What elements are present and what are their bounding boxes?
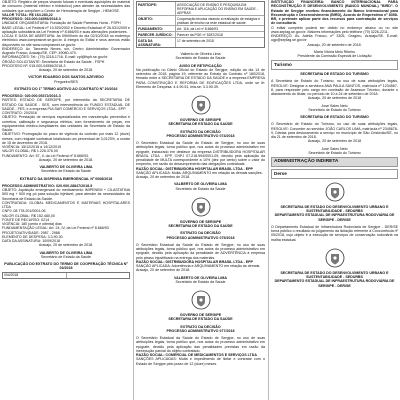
portaria-turismo-1 — [271, 72, 398, 112]
notice-bird — [271, 0, 398, 58]
section-subtitle: DEPARTAMENTO ESTADUAL DE INFRAESTRUTURA RODOVIÁRIA DE SERGIPE - DER/SE — [274, 213, 395, 222]
notice-cooperacao — [2, 262, 130, 279]
table-cell: 17 de setembro de 2018 — [177, 38, 214, 43]
section-header-derse: Derse — [271, 169, 398, 179]
column-right — [271, 0, 398, 400]
paragraph: OBJETO: Prestação de serviços especializados em manutenção preventiva e corretiva, calibração e segurança elétrica, com fornecimento de peças, em equipamentos médico-hospitalares das unidades da Secretaria de Estado da Saúde. — [2, 115, 130, 132]
paragraph: VIGÊNCIA: 180 (cento e oitenta) dias — [2, 222, 62, 226]
derse-block-2 — [271, 247, 398, 288]
paragraph: ELEMENTO DE DESPESA: 3.3.90.30 — [2, 234, 63, 239]
gov-heading: GOVERNO DE SERGIPE — [179, 219, 222, 224]
column-divider — [133, 0, 134, 400]
date-line: Aracaju, 20 de setembro de 2018. — [38, 157, 94, 162]
paragraph: A Secretária de Estado do Turismo, no uso de suas atribuições legais, RESOLVE: Designar a servidora ANA PAULA SANTOS, matrícula nº 1234567-8, para responder pelo cargo em comissão de Assessor Técnico, durante o afastamento do titular, no período de 10 a 24 de setembro de 2018. — [271, 79, 398, 97]
signature-name: VALBERTO DE OLIVEIRA LIMA — [39, 165, 93, 169]
notice-pregao — [2, 0, 130, 84]
table-row — [137, 38, 264, 47]
sergipe-coat-of-arms-icon — [190, 94, 212, 116]
paragraph: VIGÊNCIA: 15/12/2018 a 14/12/2019 — [2, 145, 62, 149]
section-title: EXTRATO DA DISPENSA EMERGENCIAL Nº 0068/2018 — [19, 176, 113, 181]
paragraph: O Secretário Estadual da Saúde do Estado de Sergipe, no uso de suas atribuições legais, torna público que, nos autos do processo administrativo em epígrafe, decidiu pela aplicação da penalidade de ADVERTÊNCIA à empresa pelo atraso injustificado na entrega dos materiais. — [136, 242, 265, 260]
signature-name: VALBERTO DE OLIVEIRA LIMA — [39, 250, 93, 255]
section-title: SECRETARIA DE ESTADO DO DESENVOLVIMENTO URBANO E SUSTENTABILIDADE - SEDURBS — [280, 270, 389, 280]
table-cell: Art. 116, da Lei nº 8.666/93 — [177, 26, 218, 31]
paragraph: RAZÃO SOCIAL: COMERCIAL DE MEDICAMENTOS E SERVIÇOS LTDA — [136, 353, 257, 357]
paragraph: O edital completo poderá ser obtido no endereço abaixo ou no site www.seplag.se.gov.br. Maiores informações pelo telefone (79) 3226-2211. — [271, 25, 398, 34]
date-line: Aracaju, 20 de setembro de 2018 — [307, 139, 362, 144]
date-line: Aracaju, 20 de setembro de 2018. — [38, 243, 94, 248]
paragraph: VALOR GLOBAL: R$ 152.480,00 — [2, 213, 55, 218]
paragraph: O Secretário Estadual da Saúde do Estado de Sergipe, no uso de suas atribuições legais, torna público que, nos autos do processo administrativo em epígrafe, decidiu pela aplicação das penalidades previstas em razão da inexecução parcial do objeto contratado. — [136, 336, 265, 353]
paragraph: SANÇÃO APLICADA: Multa. ARQUIVAMENTO em relação às demais sanções. — [136, 170, 263, 175]
decision-block-3 — [136, 289, 265, 366]
signature-name: José Sales Neto — [321, 146, 348, 151]
paragraph: O Secretário de Estado do Turismo, no uso de suas atribuições legais, RESOLVE: Conceder ao servidor JOÃO CARLOS LIMA, matrícula nº 2345678-9, Diárias para deslocamento a serviço no município de São Cristóvão/SE, no dia 21 de setembro de 2018. — [271, 122, 398, 140]
section-title: SECRETARIA DE ESTADO DO TURISMO — [300, 115, 369, 120]
section-title: PUBLICAÇÃO DO EXTRATO DO TERMO DE COOPERAÇÃO TÉCNICA Nº 03/2018 — [4, 262, 128, 271]
paragraph: BASE LEGAL: Lei Federal nº 10.520/2002 e Decreto Estadual nº 26.531/2009 e aplicação subsidiária da Lei Federal nº 8.666/93 e suas alterações posteriores. — [2, 25, 130, 34]
table-cell: Cooperação técnica visando a realização de estágios e práticas de ensino na rede estadual de saúde — [177, 16, 261, 25]
sergipe-coat-of-arms-icon — [324, 247, 346, 269]
column-left — [2, 0, 130, 400]
paragraph: RAZÃO SOCIAL: DISTRIBUIDORA HOSPITALAR BRASIL LTDA - EPP — [136, 166, 253, 171]
paragraph: DATA DA ASSINATURA: 10/09/2018 — [2, 239, 61, 243]
paragraph: FUNDAMENTAÇÃO LEGAL: Art. 24, IV, da Lei Federal nº 8.666/93 — [2, 226, 109, 231]
process-number: PROCESSO ADMINISTRATIVO 077/2018 — [166, 328, 235, 333]
section-title: AVISO DE RETIFICAÇÃO — [179, 63, 222, 68]
paragraph: UNIDADE ORÇAMENTÁRIA: Fundação de Saúde Parreiras Horta - FSPH — [2, 21, 121, 26]
paragraph: PROCESSO: 020.000.05372/2016-3 — [2, 94, 61, 98]
sergipe-coat-of-arms-icon — [190, 196, 212, 218]
gov-subheading: SECRETARIA DE ESTADO DA SAÚDE — [168, 224, 233, 228]
signature-role: Secretário de Estado do Turismo — [308, 107, 361, 112]
process-number: PROCESSO ADMINISTRATIVO 074/2018 — [166, 133, 235, 138]
decision-block-2 — [136, 196, 265, 284]
table-cell — [67, 273, 130, 278]
paragraph: PARTES: ESTADO DE SERGIPE, por intermédio da SECRETARIA DE ESTADO DA SAÚDE - SES, com interveniência do FUNDO ESTADUAL DE SAÚDE - FES, e a empresa PULSAR COMÉRCIO E SERVIÇOS LTDA - EPP. — [2, 98, 130, 111]
paragraph: PROJETO/ATIVIDADE: 2987 - 2988 — [2, 230, 60, 235]
section-header-turismo: Turismo — [271, 60, 398, 70]
gov-subheading: SECRETARIA DE ESTADO DA SAÚDE — [168, 122, 233, 127]
section-title: SECRETARIA DE ESTADO DO DESENVOLVIMENTO URBANO E SUSTENTABILIDADE - SEDURBS — [280, 204, 389, 214]
signature-name: VALBERTO DE OLIVEIRA LIMA — [173, 275, 228, 280]
paragraph: ENDEREÇO: Av. Adélia Franco, nº 3305, Grageru, Aracaju/SE. E-mail: ugp@seplag.se.gov.br — [271, 34, 398, 43]
paragraph: ÓRGÃO SOLICITANTE: Secretaria de Estado da Saúde - FSPH — [2, 59, 105, 64]
table-cell: 004/2018 — [3, 273, 67, 278]
signature-role: Pregoeiro/SES — [54, 79, 78, 84]
paragraph: INSTITUIÇÃO FINANCEIRA: BANCO INTERNACIONAL PARA RECONSTRUÇÃO E DESENVOLVIMENTO (BANCO MUNDIAL) "BIRD". O Estado de Sergipe recebeu financiamento do Banco Internacional para Reconstrução e Desenvolvimento (BIRD), Acordo de Empréstimo nº 8398-BR, e pretende aplicar parte dos recursos para contratação de serviços de consultoria. — [271, 0, 398, 26]
signature-role: Secretário de Estado da Saúde — [175, 186, 226, 191]
column-divider — [268, 0, 269, 400]
cooperation-details-table — [136, 1, 265, 48]
date-line: Aracaju, 20 de setembro de 2018. — [136, 268, 191, 273]
signature-role: Presidente da Comissão Especial de Licitação — [297, 54, 372, 58]
paragraph: CONTRATADA: GLOBAL MEDICAMENTOS E MATERIAIS HOSPITALARES LTDA — [2, 200, 130, 209]
cooperation-table — [2, 272, 130, 279]
paragraph: VALOR TOTAL: R$ 164.283,22 — [2, 12, 53, 17]
paragraph: SANÇÃO APLICADA: Advertência e ARQUIVAMENTO em relação às demais. — [136, 264, 261, 268]
process-number: PROCESSO ADMINISTRATIVO 075/2018 — [166, 235, 235, 240]
table-cell: OBJETO: — [137, 16, 176, 25]
paragraph: LOCAL E DATA DE ABERTURA: Às 09h00min do dia 02/10/2018 no endereço eletrônico www.comprasnet.se.gov.br. A íntegra do Edital e seus anexos estão disponíveis no site www.comprasnet.se.gov.br. — [2, 34, 130, 47]
paragraph: INFORMAÇÕES: Tel.: (79) 3218-1716. E-mail: cpl@fsph.se.gov.br — [2, 55, 108, 60]
paragraph: CONTRATO: 20/2016 — [2, 111, 37, 115]
section-subtitle: DEPARTAMENTO ESTADUAL DE INFRAESTRUTURA RODOVIÁRIA DE SERGIPE - DER/SE — [274, 279, 395, 288]
section-title: EXTRATO DA DECISÃO — [180, 324, 221, 329]
signature-role: Secretário de Estado da Saúde — [41, 169, 91, 174]
section-title: EXTRATO DO 1º TERMO ADITIVO AO CONTRATO Nº 20/2016 — [14, 86, 118, 91]
paragraph: OBJETO: Registro de preços visando futuras e eventuais aquisições de material de consumo (material elétrico e hidráulico) para atender as necessidades das unidades que compõem o Centro de Hemoterapia de Sergipe - HEMOSE. — [2, 0, 130, 13]
paragraph: VALOR GLOBAL: R$ 1.226.376,00 — [2, 149, 58, 154]
date-line: Aracaju, 20 de setembro de 2018. — [307, 42, 362, 47]
table-cell: DATA DA ASSINATURA: — [137, 38, 176, 47]
gov-heading: GOVERNO DE SERGIPE — [179, 118, 222, 122]
gov-subheading: SECRETARIA DE ESTADO DA SAÚDE — [168, 317, 233, 322]
table-cell: PARECER JURÍDICO: — [137, 32, 176, 37]
date-line: Aracaju, 20 de setembro de 2018 — [307, 96, 362, 101]
paragraph: ENDEREÇO: Av. Tancredo Neves, s/n, Centro Administrativo Governador Augusto Franco, Aracaju/SE, CEP: 49080-470. — [2, 46, 130, 55]
signature-name: José Sales Neto — [321, 103, 348, 108]
paragraph: FUNDAMENTO: Art. 57, II, da Lei Federal nº 8.666/93. — [2, 153, 89, 158]
signature-name: Maria Vitória Melo Ribeiro — [313, 49, 356, 54]
paragraph: PROCESSO Nº: 015.000.04556/2018-3 — [2, 63, 66, 68]
signature-name: Valberto de Oliveira Lima — [180, 52, 221, 56]
paragraph: Na publicação no Diário Oficial do Estado de Sergipe, edição do dia 14 de setembro de 2018, página 19, referente ao Extrato do Contrato nº 180/2018, firmado entre a SECRETARIA DE ESTADO DA SAÚDE e a empresa EMPRESA PARA CONSTRUÇÃO E REFORMA DE EDIFICAÇÕES LTDA, onde se lê: Elemento de Despesa: 4.4.90.51, leia-se: 3.3.90.39. — [136, 67, 265, 89]
signature-name: VALBERTO DE OLIVEIRA LIMA — [173, 182, 228, 187]
paragraph: OBJETIVO: Prorrogação do prazo de vigência do contrato por mais 12 (doze) meses, com reajuste contratual totalizando um percentual de 3,0123%, a contar de 15 de dezembro de 2018. — [2, 132, 130, 145]
notice-termo-aditivo — [2, 87, 130, 174]
portaria-turismo-2 — [271, 115, 398, 155]
signature-role: Secretário de Estado do Turismo — [308, 150, 361, 155]
sergipe-coat-of-arms-icon — [324, 181, 346, 203]
notice-dispensa — [2, 177, 130, 260]
section-title: EXTRATO DA DECISÃO — [180, 231, 221, 236]
table-cell: ASSOCIAÇÃO DE ENSINO E PESQUISA EM REFORMA E APLICAÇÃO DO ENSINO EM SAÚDE - AEPRAS — [177, 2, 258, 15]
section-title: EXTRATO DA DECISÃO — [180, 129, 221, 134]
table-row — [137, 16, 264, 26]
paragraph: O Departamento Estadual de Infraestrutura Rodoviária de Sergipe - DER/SE torna público o resultado do julgamento da licitação referente à Concorrência nº 05/2018, cujo objeto é a execução de serviços de conservação rodoviária na malha estadual. — [271, 224, 398, 242]
signature-role: Secretário de Estado da Saúde — [41, 254, 91, 259]
paragraph: RAZÃO SOCIAL: DISTRIBUIDORA HOSPITALAR BRASIL LTDA - EPP — [136, 259, 253, 264]
paragraph: OBJETO: Aquisição emergencial do medicamento IMIPENEM + CILASTATINA 500 mg + 500 mg pó para solução injetável, para atender às necessidades da Secretaria de Estado da Saúde. — [2, 188, 130, 201]
decision-block-1 — [136, 94, 265, 191]
paragraph: O Secretário Estadual da Saúde do Estado de Sergipe, no uso de suas atribuições legais, torna público que, nos autos do processo administrativo em epígrafe, instaurado em desfavor da empresa DISTRIBUIDORA HOSPITALAR BRASIL LTDA - EPP, CNPJ 07.218.994/0001-09, decidiu pela aplicação da penalidade de MULTA correspondente a 10% (dez por cento) sobre o valor do empenho, em razão do descumprimento das obrigações contratuais. — [136, 141, 265, 167]
date-line: Aracaju, 20 de setembro de 2018. — [38, 68, 94, 72]
signature-role: Secretário de Estado da Saúde — [175, 56, 226, 61]
table-row — [137, 2, 264, 16]
paragraph: CNPJ: 08.778.201/0001-06 — [2, 209, 46, 214]
paragraph: FONTE DE RECURSO: 0214 — [2, 217, 50, 222]
paragraph: SANÇÕES APLICADAS: Multa e impedimento de licitar e contratar com o Estado de Sergipe pelo prazo de 12 (doze) meses. — [136, 357, 265, 366]
gov-heading: GOVERNO DE SERGIPE — [179, 313, 222, 317]
date-line: Aracaju, 20 de setembro de 2018. — [136, 175, 191, 179]
sergipe-coat-of-arms-icon — [190, 289, 212, 311]
paragraph: PROCESSO: 015.000.04556/2018-3 — [2, 17, 61, 21]
section-header-administracao-indireta: ADMINISTRAÇÃO INDIRETA — [271, 157, 398, 167]
signature-role: Secretário de Estado da Saúde — [175, 279, 226, 284]
derse-block-1 — [271, 181, 398, 242]
column-middle — [136, 0, 265, 400]
table-cell: Parecer da PGE nº 5287/2018 — [177, 32, 223, 37]
paragraph: PROCESSO ADMINISTRATIVO: 020.000.28847/2018-9 — [2, 183, 93, 188]
signature-name: VICTOR EDUARDO DOS SANTOS AZEVEDO — [28, 75, 104, 80]
table-cell: PARTÍCIPE: — [137, 2, 176, 15]
section-title: SECRETARIA DE ESTADO DO TURISMO — [300, 72, 369, 77]
table-cell: FUNDAMENTO: — [137, 26, 176, 31]
